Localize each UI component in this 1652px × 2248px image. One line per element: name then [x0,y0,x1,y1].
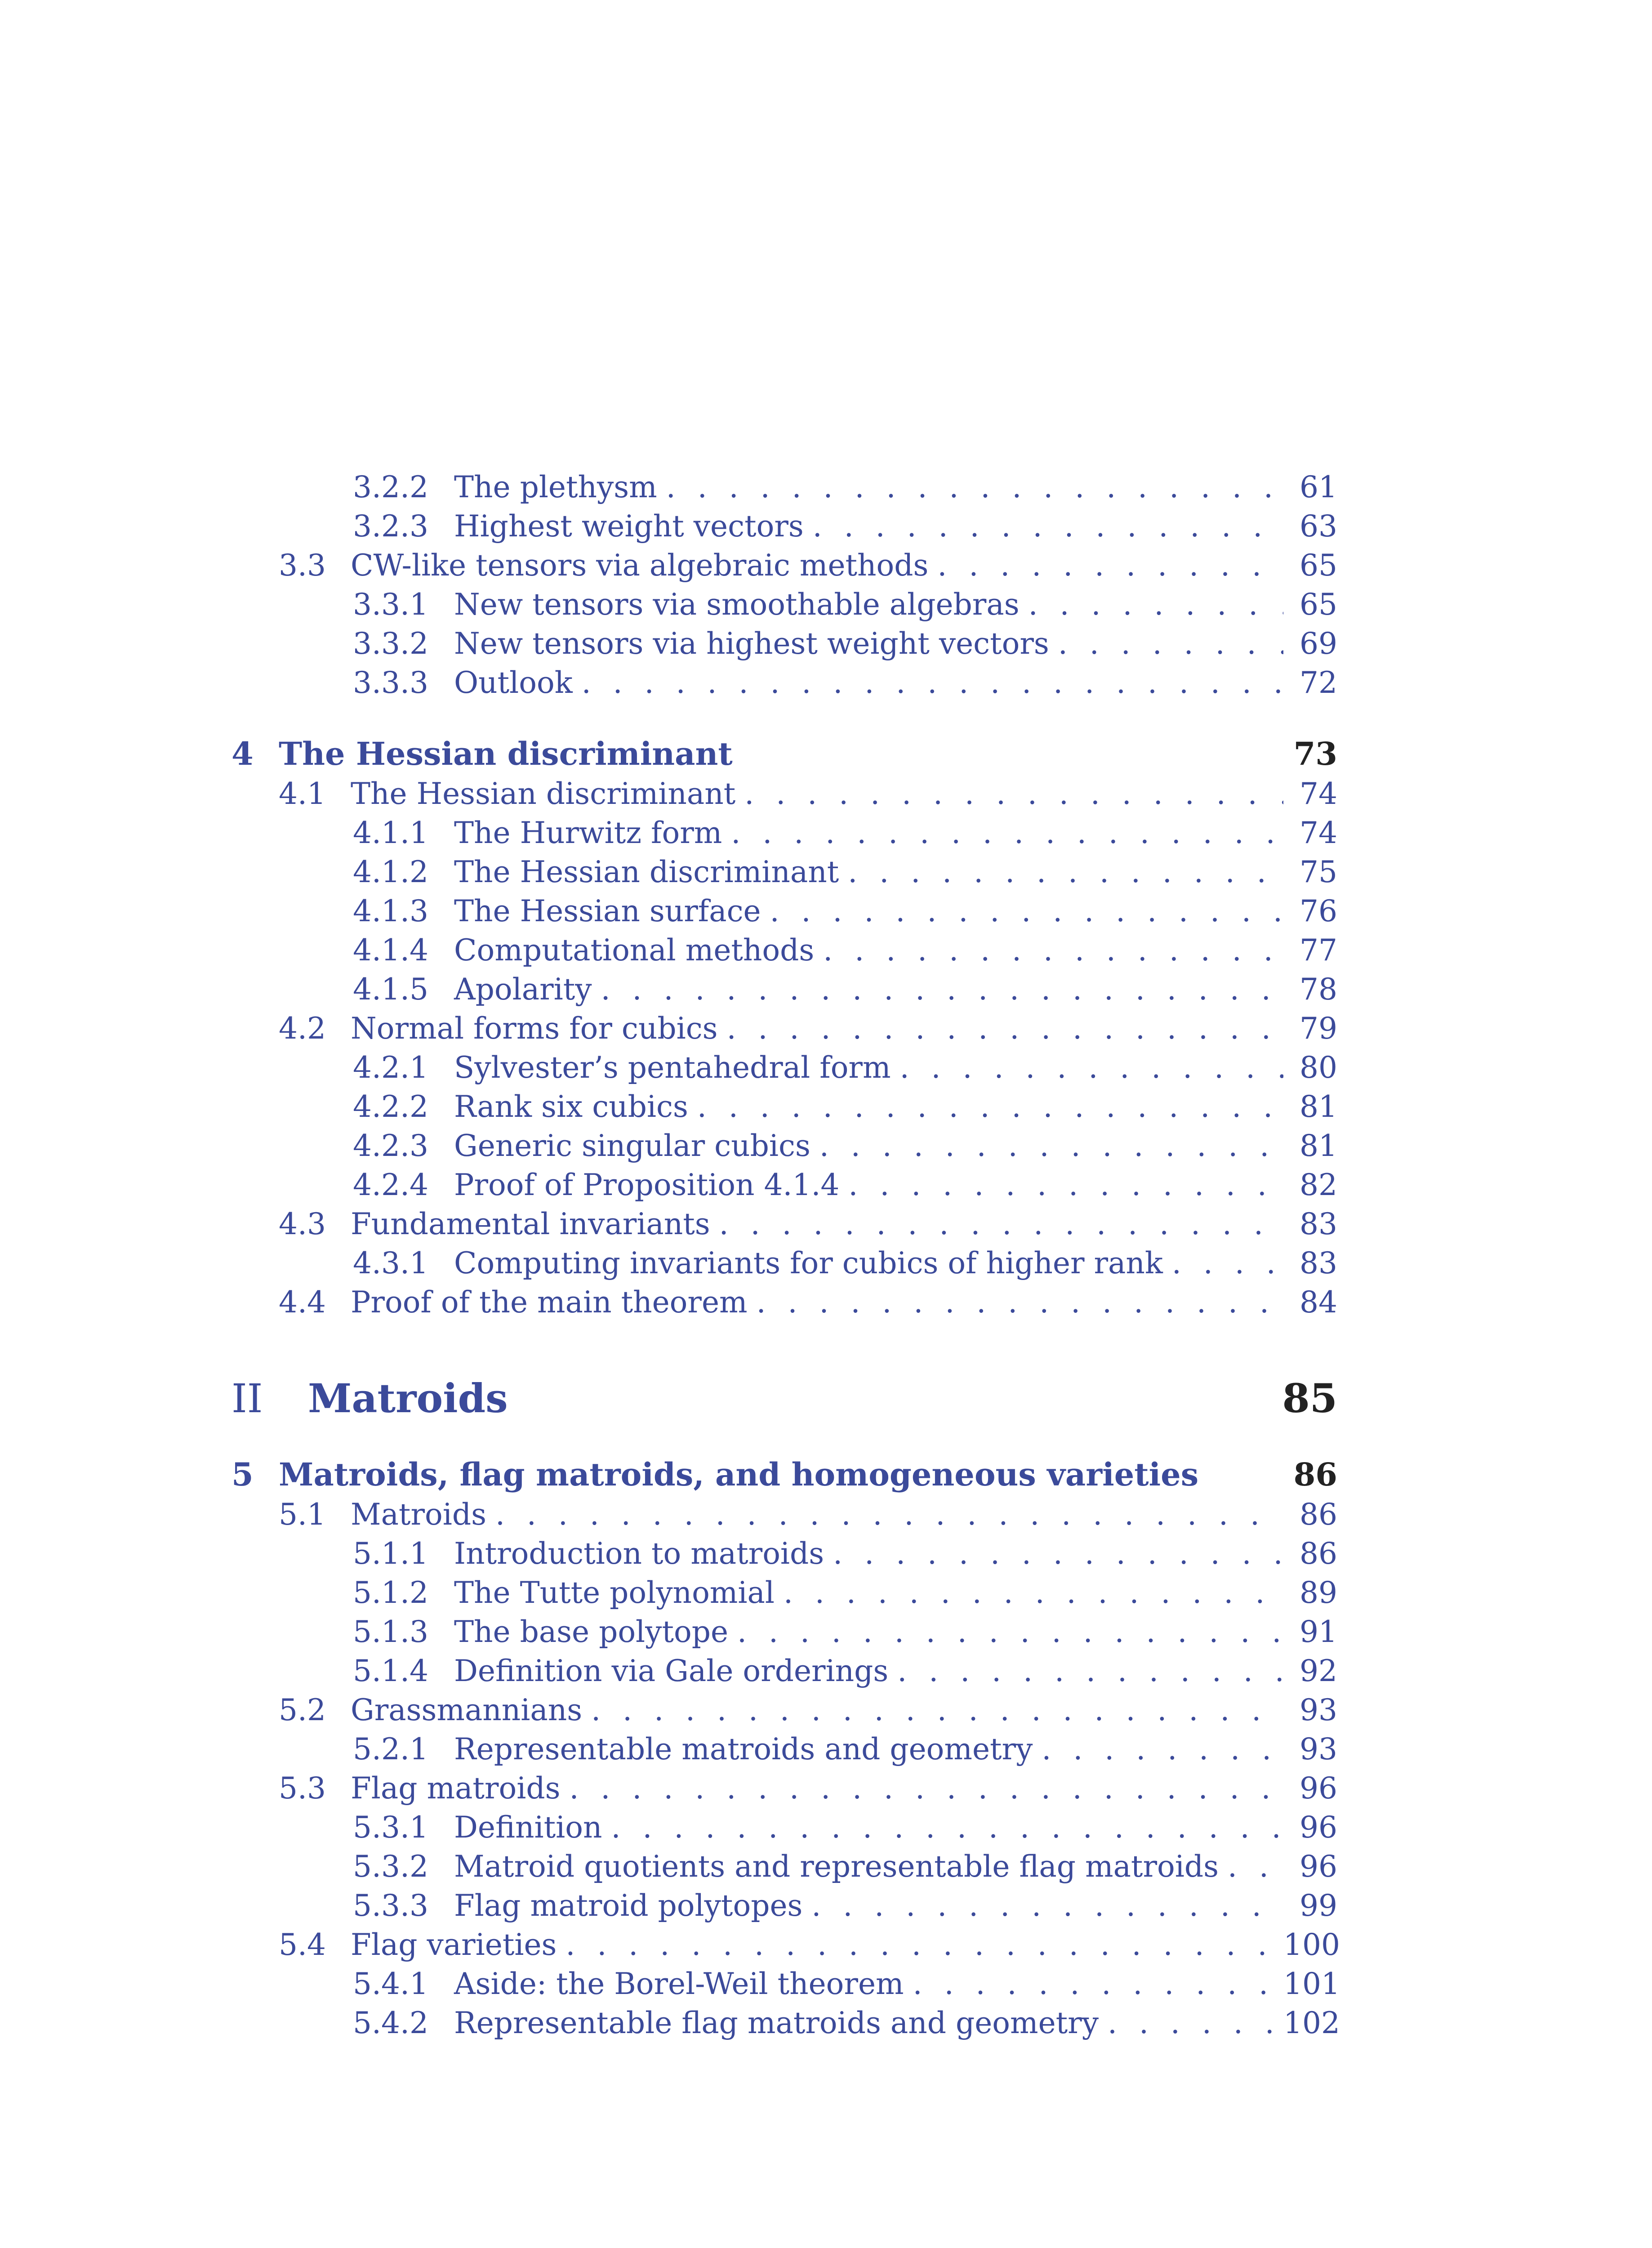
entry-number: 5.3 [279,1771,326,1806]
toc-chapter-5[interactable] [232,1454,1337,1495]
dot-leader [811,1886,1283,1925]
entry-number: 4.2 [279,1011,326,1046]
entry-title: Normal forms for cubics [351,1011,718,1046]
entry-title: Proof of the main theorem [351,1285,748,1320]
entry-title: Generic singular cubics [454,1128,810,1163]
toc-entry[interactable] [232,774,1337,813]
toc-entry[interactable] [232,1126,1337,1165]
toc-entry[interactable] [232,468,1337,507]
entry-title: Flag matroids [351,1771,561,1806]
entry-number: 5.1.3 [353,1615,428,1649]
dot-leader [819,1126,1283,1165]
dot-leader [697,1087,1283,1126]
entry-title: Flag varieties [351,1927,557,1962]
entry-number: 5.3.2 [353,1849,428,1884]
entry-number: 5.1.4 [353,1654,428,1688]
entry-title: Outlook [454,665,573,700]
entry-page: 61 [1300,470,1337,504]
toc-entry[interactable] [232,1009,1337,1048]
entry-number: 4.3 [279,1207,326,1241]
dot-leader [591,1690,1283,1730]
dot-leader [1042,1730,1283,1769]
dot-leader [731,813,1283,852]
dot-leader [913,1964,1283,2003]
entry-page: 75 [1300,855,1337,889]
entry-page: 81 [1300,1128,1337,1163]
entry-page: 83 [1300,1207,1337,1241]
chapter-page: 73 [1293,735,1337,772]
entry-number: 3.3.1 [353,587,428,622]
toc-entry[interactable] [232,1808,1337,1847]
toc-entry[interactable] [232,507,1337,546]
entry-page: 89 [1300,1575,1337,1610]
toc-part-2[interactable] [232,1371,1337,1425]
dot-leader [848,852,1283,892]
entry-number: 5.1 [279,1497,326,1532]
dot-leader [666,468,1283,507]
dot-leader [848,1165,1283,1204]
dot-leader [1058,624,1283,663]
entry-page: 93 [1300,1693,1337,1727]
entry-page: 69 [1300,626,1337,661]
toc-entry[interactable] [232,1573,1337,1612]
entry-number: 4.1.5 [353,972,428,1007]
entry-page: 74 [1300,776,1337,811]
chapter-page: 86 [1293,1456,1337,1493]
entry-page: 65 [1300,587,1337,622]
entry-page: 63 [1300,509,1337,544]
entry-page: 79 [1300,1011,1337,1046]
dot-leader [813,507,1283,546]
toc-entry[interactable] [232,585,1337,624]
entry-title: The Hessian surface [454,894,761,928]
entry-title: Fundamental invariants [351,1207,710,1241]
entry-page: 96 [1300,1771,1337,1806]
chapter-number: 4 [232,735,254,772]
entry-title: The Hurwitz form [454,816,722,850]
dot-leader [784,1573,1283,1612]
dot-leader [770,892,1283,931]
entry-number: 4.1.2 [353,855,428,889]
entry-title: Introduction to matroids [454,1536,824,1571]
entry-number: 5.2 [279,1693,326,1727]
entry-number: 3.3 [279,548,326,583]
entry-title: The Tutte polynomial [454,1575,775,1610]
dot-leader [1172,1244,1283,1283]
entry-number: 4.2.3 [353,1128,428,1163]
entry-title: Aside: the Borel-Weil theorem [454,1967,904,2001]
toc-entry[interactable] [232,1964,1340,2003]
dot-leader [744,774,1283,813]
entry-page: 100 [1283,1927,1340,1962]
entry-page: 84 [1300,1285,1337,1320]
toc-entry[interactable] [232,2003,1340,2043]
toc-chapter-4[interactable] [232,734,1337,774]
entry-page: 99 [1300,1888,1337,1923]
entry-page: 80 [1300,1050,1337,1085]
entry-page: 74 [1300,816,1337,850]
dot-leader [611,1808,1283,1847]
toc-entry[interactable] [232,1651,1337,1690]
entry-page: 92 [1300,1654,1337,1688]
entry-title: The base polytope [454,1615,729,1649]
part-title: Matroids [308,1375,508,1422]
entry-title: Sylvester’s pentahedral form [454,1050,891,1085]
entry-page: 72 [1300,665,1337,700]
entry-page: 101 [1283,1967,1340,2001]
toc-entry[interactable] [232,1925,1340,1964]
entry-title: Definition via Gale orderings [454,1654,889,1688]
entry-page: 76 [1300,894,1337,928]
dot-leader [737,1612,1283,1651]
entry-page: 96 [1300,1810,1337,1845]
toc-entry[interactable] [232,1495,1337,1534]
chapter-title: The Hessian discriminant [279,735,733,772]
entry-title: The Hessian discriminant [454,855,839,889]
part-page: 85 [1282,1375,1337,1422]
toc-entry[interactable] [232,546,1337,585]
entry-title: Proof of Proposition 4.1.4 [454,1168,840,1202]
entry-number: 4.1.1 [353,816,428,850]
entry-number: 3.2.3 [353,509,428,544]
entry-number: 4.2.4 [353,1168,428,1202]
entry-title: Computational methods [454,933,815,968]
entry-title: New tensors via smoothable algebras [454,587,1020,622]
entry-title: Rank six cubics [454,1089,688,1124]
toc-entry[interactable] [232,1283,1337,1322]
entry-number: 5.1.1 [353,1536,428,1571]
dot-leader [727,1009,1283,1048]
entry-number: 5.2.1 [353,1732,428,1766]
entry-number: 4.1.4 [353,933,428,968]
toc-block-chapter4 [232,774,1337,1322]
toc-entry[interactable] [232,1886,1337,1925]
toc-entry[interactable] [232,892,1337,931]
entry-page: 77 [1300,933,1337,968]
dot-leader [582,663,1283,702]
entry-number: 4.2.2 [353,1089,428,1124]
entry-number: 5.4.1 [353,1967,428,2001]
entry-title: Matroids [351,1497,486,1532]
entry-page: 86 [1300,1536,1337,1571]
entry-number: 3.3.3 [353,665,428,700]
entry-number: 5.3.3 [353,1888,428,1923]
dot-leader [566,1925,1283,1964]
entry-title: Flag matroid polytopes [454,1888,803,1923]
toc-entry[interactable] [232,663,1337,702]
entry-page: 83 [1300,1246,1337,1280]
toc-entry[interactable] [232,1244,1337,1283]
entry-number: 4.3.1 [353,1246,428,1280]
entry-page: 86 [1300,1497,1337,1532]
toc-entry[interactable] [232,1165,1337,1204]
dot-leader [719,1204,1283,1244]
toc-entry[interactable] [232,1612,1337,1651]
table-of-contents [232,468,1340,2043]
toc-entry[interactable] [232,813,1337,852]
entry-number: 4.4 [279,1285,326,1320]
entry-number: 4.2.1 [353,1050,428,1085]
toc-entry[interactable] [232,1730,1337,1769]
entry-page: 65 [1300,548,1337,583]
entry-number: 5.1.2 [353,1575,428,1610]
dot-leader [495,1495,1283,1534]
entry-page: 91 [1300,1615,1337,1649]
entry-page: 96 [1300,1849,1337,1884]
entry-number: 4.1.3 [353,894,428,928]
toc-entry[interactable] [232,624,1337,663]
entry-number: 5.4 [279,1927,326,1962]
part-number: II [232,1375,263,1422]
toc-block-chapter3 [232,468,1337,702]
entry-title: Highest weight vectors [454,509,804,544]
entry-title: The Hessian discriminant [351,776,736,811]
dot-leader [569,1769,1283,1808]
entry-title: Apolarity [454,972,592,1007]
toc-entry[interactable] [232,931,1337,970]
toc-entry[interactable] [232,1048,1337,1087]
entry-number: 3.3.2 [353,626,428,661]
entry-page: 81 [1300,1089,1337,1124]
entry-number: 5.3.1 [353,1810,428,1845]
toc-entry[interactable] [232,1204,1337,1244]
chapter-number: 5 [232,1456,254,1493]
toc-entry[interactable] [232,970,1337,1009]
dot-leader [1108,2003,1283,2043]
entry-page: 93 [1300,1732,1337,1766]
entry-page: 78 [1300,972,1337,1007]
dot-leader [823,931,1283,970]
toc-entry[interactable] [232,852,1337,892]
dot-leader [833,1534,1283,1573]
entry-title: The plethysm [454,470,657,504]
dot-leader [1029,585,1283,624]
dot-leader [757,1283,1283,1322]
entry-page: 82 [1300,1168,1337,1202]
entry-title: Representable flag matroids and geometry [454,2006,1099,2040]
entry-title: CW-like tensors via algebraic methods [351,548,929,583]
toc-entry[interactable] [232,1534,1337,1573]
toc-entry[interactable] [232,1847,1337,1886]
entry-title: Grassmannians [351,1693,583,1727]
entry-number: 5.4.2 [353,2006,428,2040]
chapter-title: Matroids, flag matroids, and homogeneous varieties [279,1456,1199,1493]
toc-entry[interactable] [232,1087,1337,1126]
entry-title: Computing invariants for cubics of higher rank [454,1246,1163,1280]
toc-entry[interactable] [232,1769,1337,1808]
dot-leader [897,1651,1283,1690]
dot-leader [601,970,1283,1009]
entry-title: Representable matroids and geometry [454,1732,1033,1766]
entry-title: New tensors via highest weight vectors [454,626,1049,661]
toc-entry[interactable] [232,1690,1337,1730]
entry-page: 102 [1283,2006,1340,2040]
dot-leader [937,546,1283,585]
entry-title: Definition [454,1810,602,1845]
entry-number: 3.2.2 [353,470,428,504]
toc-block-chapter5 [232,1495,1340,2043]
entry-title: Matroid quotients and representable flag matroids [454,1849,1219,1884]
dot-leader [1228,1847,1283,1886]
dot-leader [900,1048,1283,1087]
entry-number: 4.1 [279,776,326,811]
